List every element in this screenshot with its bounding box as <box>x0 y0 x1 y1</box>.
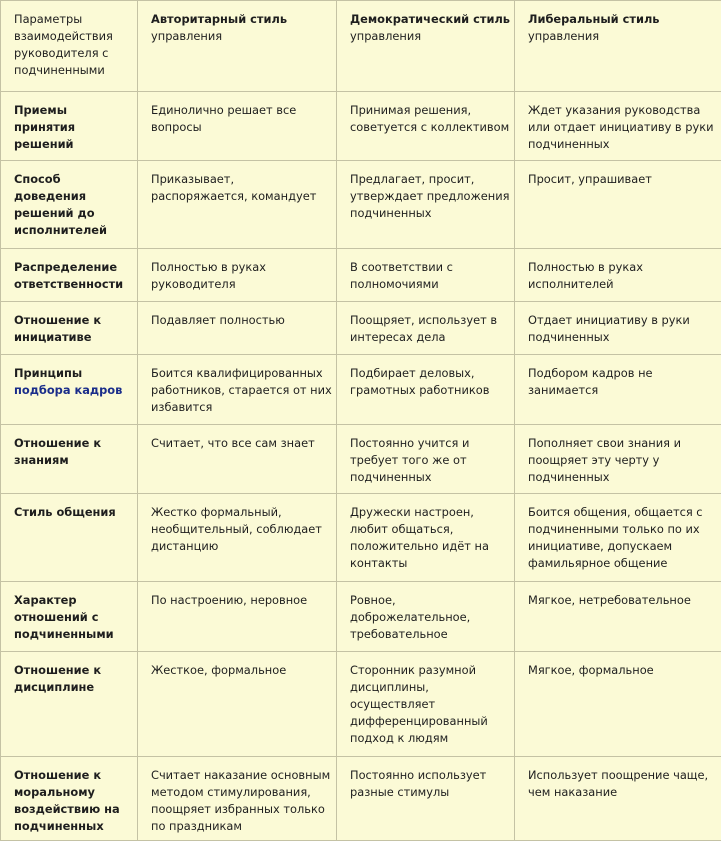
header-democratic-rest: управления <box>350 29 421 43</box>
table-row <box>1 757 721 841</box>
row-param: Отношение к моральному воздействию на подчиненных <box>1 757 138 841</box>
cell-authoritarian: Считает, что все сам знает <box>138 425 337 494</box>
cell-democratic: Принимая решения, советуется с коллективом <box>337 92 515 161</box>
cell-democratic: В соответствии с полномочиями <box>337 249 515 302</box>
table-row <box>1 652 721 757</box>
row-param: Распределение ответственности <box>1 249 138 302</box>
header-democratic <box>337 1 515 92</box>
header-authoritarian <box>138 1 337 92</box>
header-democratic-bold: Демократический стиль <box>350 12 510 26</box>
cell-liberal: Мягкое, нетребовательное <box>515 582 721 652</box>
header-liberal-rest: управления <box>528 29 599 43</box>
row-param-text: Принципы <box>14 366 82 380</box>
cell-liberal: Использует поощрение чаще, чем наказание <box>515 757 721 841</box>
cell-liberal: Пополняет свои знания и поощряет эту черту у подчиненных <box>515 425 721 494</box>
cell-democratic: Сторонник разумной дисциплины, осуществляет дифференцированный подход к людям <box>337 652 515 757</box>
table-row <box>1 425 721 494</box>
table-row <box>1 582 721 652</box>
header-authoritarian-bold: Авторитарный стиль <box>151 12 287 26</box>
cell-authoritarian: Жестко формальный, необщительный, соблюдает дистанцию <box>138 494 337 582</box>
cell-democratic: Постоянно учится и требует того же от подчиненных <box>337 425 515 494</box>
cell-authoritarian: Полностью в руках руководителя <box>138 249 337 302</box>
cell-authoritarian: Боится квалифицированных работников, старается от них избавится <box>138 355 337 425</box>
row-param: Отношение к знаниям <box>1 425 138 494</box>
cell-authoritarian: По настроению, неровное <box>138 582 337 652</box>
cell-liberal: Ждет указания руководства или отдает инициативу в руки подчиненных <box>515 92 721 161</box>
row-param: Способ доведения решений до исполнителей <box>1 161 138 249</box>
row-param: Отношение к дисциплине <box>1 652 138 757</box>
cell-democratic: Подбирает деловых, грамотных работников <box>337 355 515 425</box>
cell-democratic: Ровное, доброжелательное, требовательное <box>337 582 515 652</box>
row-param: Характер отношений с подчиненными <box>1 582 138 652</box>
header-authoritarian-rest: управления <box>151 29 222 43</box>
cell-authoritarian: Единолично решает все вопросы <box>138 92 337 161</box>
header-row <box>1 1 721 92</box>
table-row <box>1 355 721 425</box>
row-param <box>1 355 138 425</box>
table-row <box>1 249 721 302</box>
cell-liberal: Полностью в руках исполнителей <box>515 249 721 302</box>
hiring-principles-link[interactable]: подбора кадров <box>14 383 122 397</box>
row-param: Приемы принятия решений <box>1 92 138 161</box>
header-liberal <box>515 1 721 92</box>
row-param: Отношение к инициативе <box>1 302 138 355</box>
cell-liberal: Подбором кадров не занимается <box>515 355 721 425</box>
cell-democratic: Предлагает, просит, утверждает предложения подчиненных <box>337 161 515 249</box>
cell-authoritarian: Подавляет полностью <box>138 302 337 355</box>
header-liberal-bold: Либеральный стиль <box>528 12 660 26</box>
cell-liberal: Просит, упрашивает <box>515 161 721 249</box>
cell-authoritarian: Приказывает, распоряжается, командует <box>138 161 337 249</box>
cell-authoritarian: Считает наказание основным методом стимулирования, поощряет избранных только по праздникам <box>138 757 337 841</box>
cell-democratic: Поощряет, использует в интересах дела <box>337 302 515 355</box>
cell-democratic: Постоянно использует разные стимулы <box>337 757 515 841</box>
table-row <box>1 161 721 249</box>
row-param: Стиль общения <box>1 494 138 582</box>
table-row <box>1 92 721 161</box>
table-row <box>1 302 721 355</box>
header-param: Параметры взаимодействия руководителя с подчиненными <box>1 1 138 92</box>
cell-democratic: Дружески настроен, любит общаться, положительно идёт на контакты <box>337 494 515 582</box>
cell-liberal: Мягкое, формальное <box>515 652 721 757</box>
cell-liberal: Боится общения, общается с подчиненными только по их инициативе, допускаем фамильярное общение <box>515 494 721 582</box>
cell-liberal: Отдает инициативу в руки подчиненных <box>515 302 721 355</box>
cell-authoritarian: Жесткое, формальное <box>138 652 337 757</box>
table-row <box>1 494 721 582</box>
